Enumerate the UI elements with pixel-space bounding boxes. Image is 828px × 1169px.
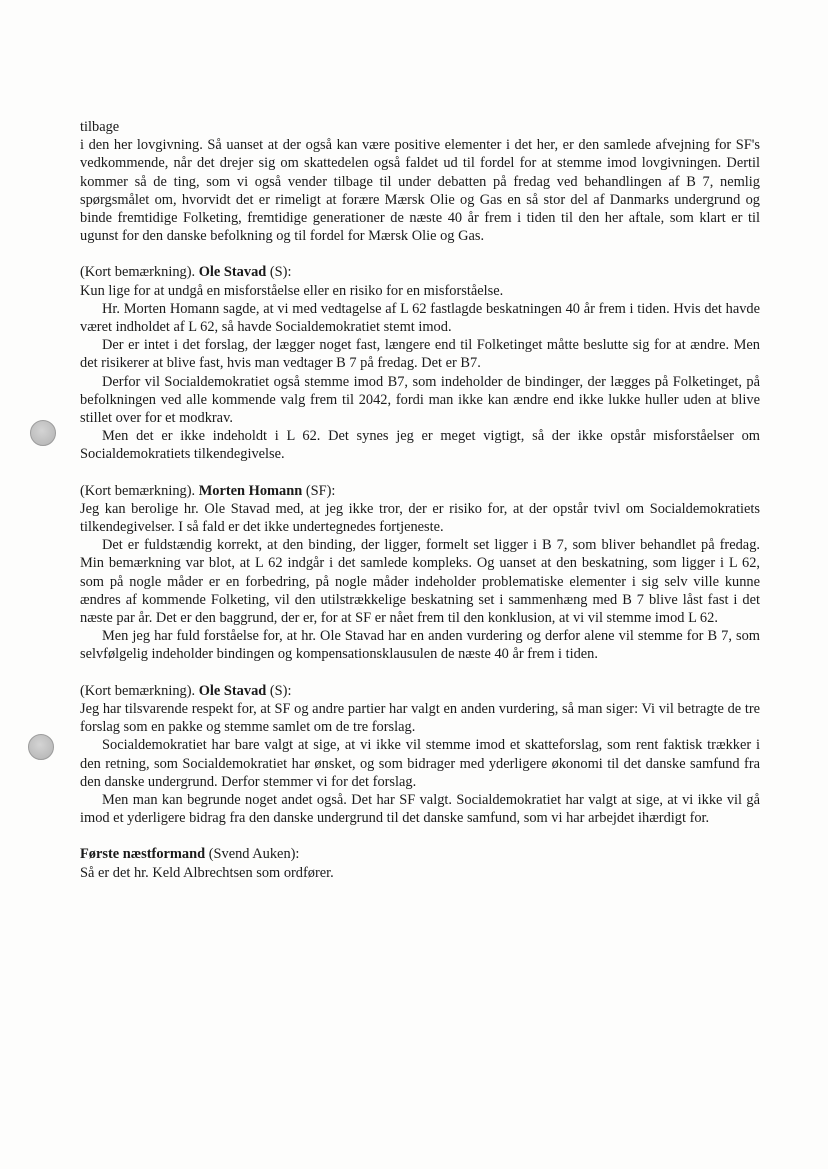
speaker-name: Ole Stavad xyxy=(198,264,267,281)
speaker-name: Morten Homann xyxy=(198,482,303,499)
speaker-line xyxy=(80,682,760,700)
paragraph: i den her lovgivning. Så uanset at der også kan være positive elementer i det her, er den samlede afvejning for SF's vedkommende, når det drejer sig om skattedelen også faldet ud til fordel for at stemme imod lovgivningen. Dertil kommer så de ting, som vi også vender tilbage til under debatten på fredag ved behandlingen af B 7, nemlig spørgsmålet om, hvorvidt det er rimeligt at forære Mærsk Olie og Gas en så stor del af Danmarks undergrund og binde fremtidige Folketing, fremtidige generationer de næste 40 år frem i tiden til den her aftale, som klart er til ugunst for den danske befolkning og til fordel for Mærsk Olie og Gas. xyxy=(80,137,760,245)
speaker-name: Første næstformand xyxy=(80,846,206,863)
punch-hole xyxy=(28,734,54,760)
speaker-line xyxy=(80,845,760,863)
paragraph: Så er det hr. Keld Albrechtsen som ordfører. xyxy=(80,864,334,881)
speaker-party: (SF): xyxy=(302,482,336,499)
paragraph: Socialdemokratiet har bare valgt at sige, at vi ikke vil stemme imod et skatteforslag, som rent faktisk trækker i den retning, som Socialdemokratiet har ønsket, og som bidrager med yderligere økonomi til det danske samfund fra den danske undergrund. Derfor stemmer vi for det forslag. xyxy=(80,737,760,790)
section-morten-homann xyxy=(80,482,760,664)
paragraph: Derfor vil Socialdemokratiet også stemme imod B7, som indeholder de bindinger, der lægges på Folketinget, på befolkningen ved alle kommende valg frem til 2042, fordi man ikke kan ændre end ikke lukke huller uden at blive stillet over for et modkrav. xyxy=(80,373,760,427)
speaker-prefix: (Kort bemærkning). xyxy=(80,482,199,499)
paragraph: Men jeg har fuld forståelse for, at hr. Ole Stavad har en anden vurdering og derfor alene vil stemme for B 7, som selvfølgelig indeholder bindingen og kompensationsklausulen de næste 40 år frem i tiden. xyxy=(80,628,760,663)
speaker-role: (Svend Auken): xyxy=(205,846,300,863)
paragraph: Jeg har tilsvarende respekt for, at SF og andre partier har valgt en anden vurdering, så man siger: Vi vil betragte de tre forslag som en pakke og stemme samlet om de tre forslag. xyxy=(80,700,760,736)
speaker-name: Ole Stavad xyxy=(198,682,267,699)
section-intro xyxy=(80,118,760,245)
paragraph: Men man kan begrunde noget andet også. Det har SF valgt. Socialdemokratiet har valgt at sige, at vi ikke vil gå imod et yderligere bidrag fra den danske undergrund til det danske samfund, som vi har arbejdet ihærdigt for. xyxy=(80,791,760,827)
speaker-party: (S): xyxy=(266,264,292,281)
speaker-prefix: (Kort bemærkning). xyxy=(80,682,199,699)
speaker-line xyxy=(80,482,760,500)
paragraph: Men det er ikke indeholdt i L 62. Det synes jeg er meget vigtigt, så der ikke opstår misforståelser om Socialdemokratiets tilkendegivelse. xyxy=(80,428,760,463)
punch-hole xyxy=(30,420,56,446)
paragraph: Hr. Morten Homann sagde, at vi med vedtagelse af L 62 fastlagde beskatningen 40 år frem i tiden. Hvis det havde været indholdet af L 62, så havde Socialdemokratiet stemt imod. xyxy=(80,300,760,336)
paragraph: Jeg kan berolige hr. Ole Stavad med, at jeg ikke tror, der er risiko for, at der opstår tvivl om Socialdemokratiets tilkendegivelser. I så fald er det ikke undertegnedes fortjeneste. xyxy=(80,500,760,536)
paragraph: Der er intet i det forslag, der lægger noget fast, længere end til Folketinget måtte beslutte sig for at ændre. Men det risikerer at blive fast, hvis man vedtager B 7 på fredag. Det er B7. xyxy=(80,337,760,372)
paragraph: Det er fuldstændig korrekt, at den binding, der ligger, formelt set ligger i B 7, som bliver behandlet på fredag. Min bemærkning var blot, at L 62 indgår i det samlede kompleks. Og uanset at den beskatning, som ligger i L 62, som på nogle måder er en forbedring, på nogle måder indeholder problematiske elementer i sig selv ville kunne ændres af kommende Folketing, vil den utilstrækkelige beskatning set i sammenhæng med B 7 blive låst fast i det næste par år. Det er den baggrund, der er, for at SF er nået frem til den konklusion, at vi vil stemme imod L 62. xyxy=(80,537,760,627)
section-ole-stavad-2 xyxy=(80,682,760,828)
section-ole-stavad-1 xyxy=(80,263,760,463)
speaker-line xyxy=(80,263,760,281)
paragraph: Kun lige for at undgå en misforståelse eller en risiko for en misforståelse. xyxy=(80,282,504,299)
section-chair xyxy=(80,845,760,881)
speaker-prefix: (Kort bemærkning). xyxy=(80,264,199,281)
speaker-party: (S): xyxy=(266,682,292,699)
document-body xyxy=(80,118,760,900)
paragraph: tilbage xyxy=(80,119,120,135)
